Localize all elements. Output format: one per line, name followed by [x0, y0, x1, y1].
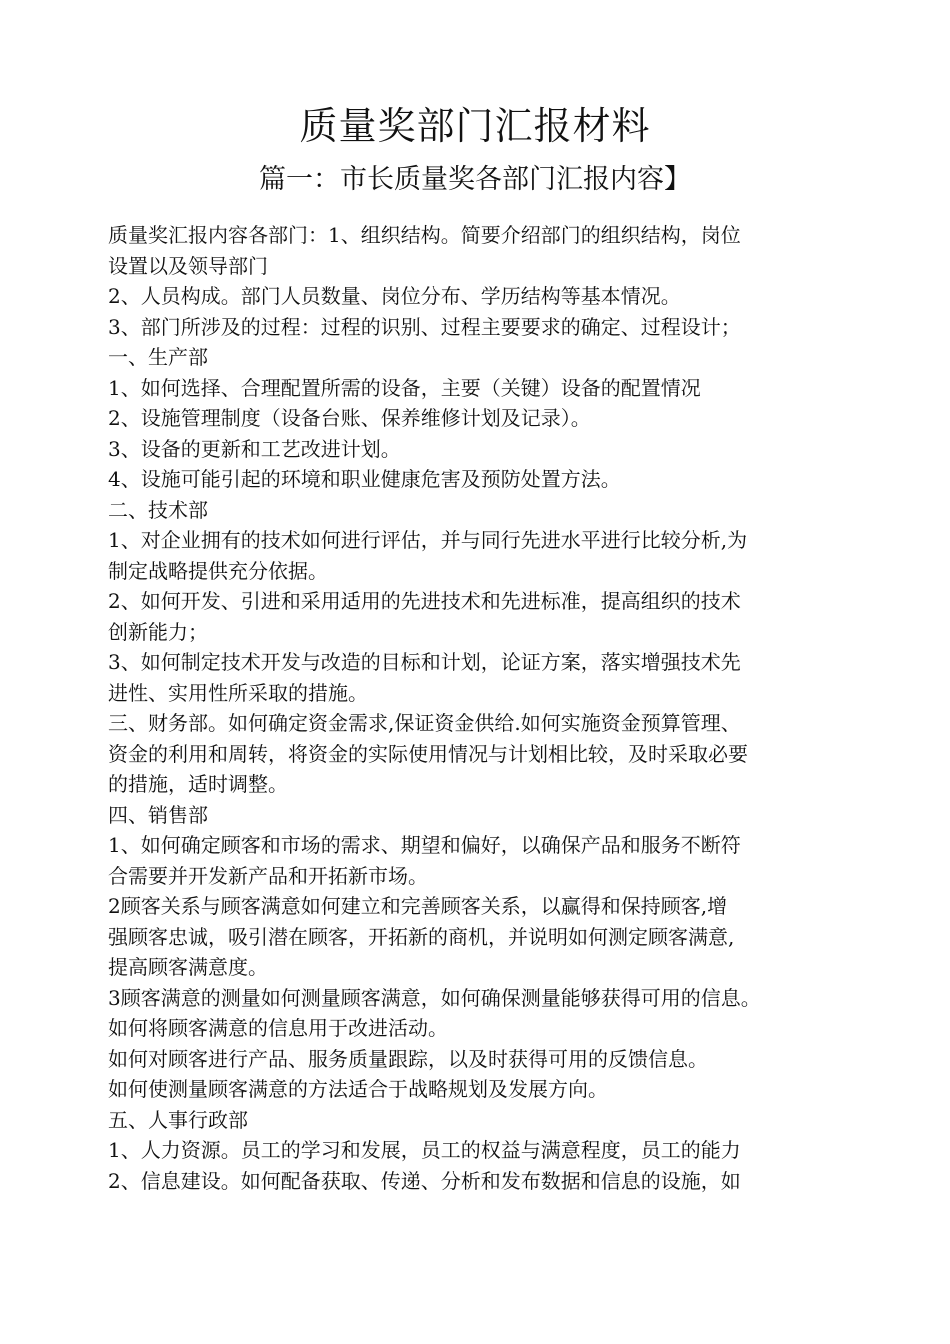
text-line: 强顾客忠诚，吸引潜在顾客，开拓新的商机，并说明如何测定顾客满意,	[108, 924, 735, 949]
text-line: 3、部门所涉及的过程：过程的识别、过程主要要求的确定、过程设计；	[108, 314, 741, 339]
text-line: 二、技术部	[108, 497, 208, 522]
text-line: 3、设备的更新和工艺改进计划。	[108, 436, 401, 461]
text-line: 创新能力；	[108, 619, 208, 644]
text-line: 提高顾客满意度。	[108, 955, 268, 979]
document-body	[108, 220, 878, 1196]
text-line: 2、如何开发、引进和采用适用的先进技术和先进标准，提高组织的技术	[108, 589, 741, 613]
text-line: 4、设施可能引起的环境和职业健康危害及预防处置方法。	[108, 467, 621, 491]
text-line: 如何将顾客满意的信息用于改进活动。	[108, 1016, 448, 1040]
text-line: 合需要并开发新产品和开拓新市场。	[108, 863, 428, 888]
text-line: 如何使测量顾客满意的方法适合于战略规划及发展方向。	[108, 1077, 608, 1101]
text-line: 设置以及领导部门	[108, 253, 268, 278]
text-line: 3顾客满意的测量如何测量顾客满意，如何确保测量能够获得可用的信息。	[108, 985, 761, 1010]
text-line: 五、人事行政部	[108, 1107, 248, 1132]
text-line: 1、对企业拥有的技术如何进行评估，并与同行先进水平进行比较分析,为	[108, 528, 748, 552]
text-line: 的措施，适时调整。	[108, 772, 288, 796]
text-line: 2、人员构成。部门人员数量、岗位分布、学历结构等基本情况。	[108, 284, 681, 308]
text-line: 制定战略提供充分依据。	[108, 558, 328, 583]
text-line: 一、生产部	[108, 345, 208, 369]
text-line: 2、信息建设。如何配备获取、传递、分析和发布数据和信息的设施，如	[108, 1168, 741, 1193]
document-subtitle: 篇一：市长质量奖各部门汇报内容】	[259, 164, 691, 195]
document-title: 质量奖部门汇报材料	[299, 104, 651, 148]
text-line: 3、如何制定技术开发与改造的目标和计划，论证方案，落实增强技术先	[108, 650, 741, 674]
text-line: 进性、实用性所采取的措施。	[108, 680, 368, 705]
text-line: 质量奖汇报内容各部门：1、组织结构。简要介绍部门的组织结构，岗位	[108, 223, 741, 247]
text-line: 1、如何确定顾客和市场的需求、期望和偏好，以确保产品和服务不断符	[108, 833, 741, 857]
text-line: 1、人力资源。员工的学习和发展，员工的权益与满意程度，员工的能力	[108, 1138, 741, 1162]
text-line: 如何对顾客进行产品、服务质量跟踪，以及时获得可用的反馈信息。	[108, 1046, 708, 1071]
text-line: 三、财务部。如何确定资金需求,保证资金供给.如何实施资金预算管理、	[108, 711, 741, 735]
text-line: 资金的利用和周转，将资金的实际使用情况与计划相比较，及时采取必要	[108, 741, 748, 766]
text-line: 四、销售部	[108, 802, 208, 827]
text-line: 1、如何选择、合理配置所需的设备，主要（关键）设备的配置情况	[108, 375, 701, 400]
text-line: 2顾客关系与顾客满意如何建立和完善顾客关系，以赢得和保持顾客,增	[108, 894, 728, 918]
text-line: 2、设施管理制度（设备台账、保养维修计划及记录）。	[108, 406, 591, 430]
